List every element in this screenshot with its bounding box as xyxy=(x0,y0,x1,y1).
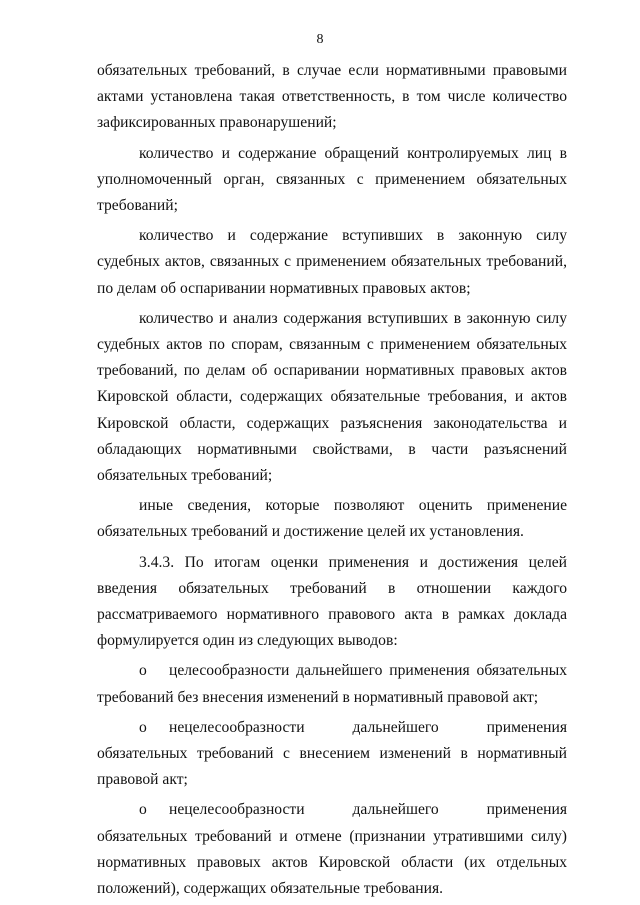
bullet-text: нецелесообразности дальнейшего применения обязательных требований с внесением изменений в нормативный правовой акт; xyxy=(97,718,567,789)
bullet-marker: о xyxy=(139,662,147,680)
paragraph-court-acts: количество и содержание вступивших в законную силу судебных актов, связанных с применением обязательных требований, по делам об оспаривании нормативных правовых актов; xyxy=(97,227,567,297)
page-number: 8 xyxy=(316,32,324,47)
bullet-text: целесообразности дальнейшего применения обязательных требований без внесения изменений в нормативный правовой акт; xyxy=(97,662,567,706)
paragraph-continuation: обязательных требований, в случае если нормативными правовыми актами установлена такая ответственность, в том числе количество зафиксированных правонарушений; xyxy=(97,62,567,132)
paragraph-section-3-4-3: 3.4.3. По итогам оценки применения и достижения целей введения обязательных требований в отношении каждого рассматриваемого нормативного правового акта в рамках доклада формулируется один из следующих выводов: xyxy=(97,553,567,650)
bullet-item xyxy=(97,658,567,710)
bullet-item xyxy=(97,715,567,794)
paragraph-court-disputes: количество и анализ содержания вступивших в законную силу судебных актов по спорам, связанным с применением обязательных требований, по делам об оспаривании нормативных правовых актов Кировской области, содержащих обязательные требования, и актов Кировской области, содержащих разъяснения законодательства и обладающих нормативными свойствами, в части разъяснений обязательных требований; xyxy=(97,309,567,485)
paragraph-other-info: иные сведения, которые позволяют оценить применение обязательных требований и достижение целей их установления. xyxy=(97,497,567,541)
bullet-marker: о xyxy=(139,801,147,819)
document-body xyxy=(97,58,567,902)
bullet-item xyxy=(97,797,567,902)
bullet-text: нецелесообразности дальнейшего применения обязательных требований и отмене (признании утратившими силу) нормативных правовых актов Кировской области (их отдельных положений), содержащих обязательные требования. xyxy=(97,801,567,898)
paragraph-appeals: количество и содержание обращений контролируемых лиц в уполномоченный орган, связанных с применением обязательных требований; xyxy=(97,144,567,215)
bullet-marker: о xyxy=(139,718,147,736)
